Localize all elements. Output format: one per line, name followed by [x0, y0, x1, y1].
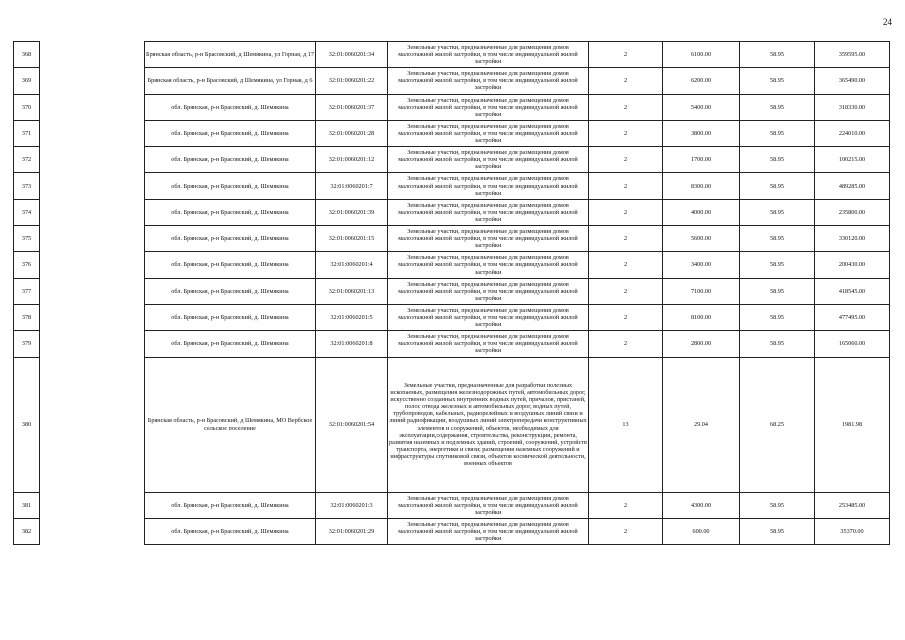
- group-cell: 2: [589, 518, 663, 544]
- cadastral-number-cell: 32:01:0060201:5: [316, 304, 388, 330]
- gap-cell: [40, 68, 145, 94]
- area-cell: 600.00: [663, 518, 740, 544]
- address-cell: обл. Брянская, р-н Брасовский, д. Шемякина: [145, 252, 316, 278]
- cadastral-value-cell: 165060.00: [815, 331, 890, 357]
- address-cell: обл. Брянская, р-н Брасовский, д. Шемякина: [145, 518, 316, 544]
- rate-cell: 58.95: [740, 173, 815, 199]
- area-cell: 6200.00: [663, 68, 740, 94]
- cadastral-number-cell: 32:01:0060201:28: [316, 120, 388, 146]
- row-number: 379: [14, 331, 40, 357]
- land-use-cell: Земельные участки, предназначенные для размещения домов малоэтажной жилой застройки, в том числе индивидуальной жилой застройки: [388, 492, 589, 518]
- land-use-cell: Земельные участки, предназначенные для размещения домов малоэтажной жилой застройки, в том числе индивидуальной жилой застройки: [388, 68, 589, 94]
- row-number: 369: [14, 68, 40, 94]
- area-cell: 29.04: [663, 357, 740, 492]
- cadastral-number-cell: 32:01:0060201:15: [316, 226, 388, 252]
- rate-cell: 58.95: [740, 278, 815, 304]
- table-row: [14, 492, 890, 518]
- land-plots-table: [13, 41, 890, 545]
- cadastral-number-cell: 32:01:0060201:37: [316, 94, 388, 120]
- address-cell: обл. Брянская, р-н Брасовский, д. Шемякина: [145, 226, 316, 252]
- group-cell: 2: [589, 173, 663, 199]
- cadastral-number-cell: 32:01:0060201:12: [316, 147, 388, 173]
- address-cell: обл. Брянская, р-н Брасовский, д. Шемякина: [145, 94, 316, 120]
- gap-cell: [40, 120, 145, 146]
- address-cell: обл. Брянская, р-н Брасовский, д. Шемякина: [145, 492, 316, 518]
- row-number: 381: [14, 492, 40, 518]
- area-cell: 6100.00: [663, 42, 740, 68]
- land-use-cell: Земельные участки, предназначенные для размещения домов малоэтажной жилой застройки, в том числе индивидуальной жилой застройки: [388, 94, 589, 120]
- address-cell: обл. Брянская, р-н Брасовский, д. Шемякина: [145, 278, 316, 304]
- table-body: [14, 42, 890, 545]
- gap-cell: [40, 94, 145, 120]
- address-cell: обл. Брянская, р-н Брасовский, д. Шемякина: [145, 147, 316, 173]
- area-cell: 7100.00: [663, 278, 740, 304]
- land-use-cell: Земельные участки, предназначенные для размещения домов малоэтажной жилой застройки, в том числе индивидуальной жилой застройки: [388, 278, 589, 304]
- area-cell: 8100.00: [663, 304, 740, 330]
- rate-cell: 58.95: [740, 68, 815, 94]
- area-cell: 3800.00: [663, 120, 740, 146]
- rate-cell: 58.95: [740, 226, 815, 252]
- row-number: 371: [14, 120, 40, 146]
- group-cell: 2: [589, 199, 663, 225]
- address-cell: обл. Брянская, р-н Брасовский, д. Шемякина: [145, 173, 316, 199]
- cadastral-value-cell: 418545.00: [815, 278, 890, 304]
- row-number: 368: [14, 42, 40, 68]
- rate-cell: 68.25: [740, 357, 815, 492]
- table-row: [14, 68, 890, 94]
- cadastral-number-cell: 32:01:0060201:54: [316, 357, 388, 492]
- table-row: [14, 518, 890, 544]
- gap-cell: [40, 147, 145, 173]
- land-use-cell: Земельные участки, предназначенные для разработки полезных ископаемых, размещения железнодорожных путей, автомобильных дорог, искусственно созданных внутренних водных путей, причалов, пристаней, полос отвода железных и автомобильных дорог, водных путей, трубопроводов, кабельных, радиорелейных и воздушных линий связи и линий радиофикации, воздушных линий электропередачи конструктивных элементов и сооружений, объектов, необходимых для эксплуатации,содержания, строительства, реконструкции, ремонта, развития наземных и подземных зданий, строений, сооружений, устройств транспорта, энергетики и связи; размещения наземных сооружений и инфраструктуры спутниковой связи, объектов космической деятельности, военных объектов: [388, 357, 589, 492]
- area-cell: 1700.00: [663, 147, 740, 173]
- area-cell: 8300.00: [663, 173, 740, 199]
- address-cell: Брянская область, р-н Брасовский, д Шемякина, МО Вербское сельское поселение: [145, 357, 316, 492]
- cadastral-number-cell: 32:01:0060201:34: [316, 42, 388, 68]
- page-number: 24: [883, 17, 892, 27]
- group-cell: 2: [589, 42, 663, 68]
- land-use-cell: Земельные участки, предназначенные для размещения домов малоэтажной жилой застройки, в том числе индивидуальной жилой застройки: [388, 147, 589, 173]
- cadastral-value-cell: 1981.98: [815, 357, 890, 492]
- cadastral-value-cell: 253485.00: [815, 492, 890, 518]
- row-number: 376: [14, 252, 40, 278]
- gap-cell: [40, 492, 145, 518]
- land-use-cell: Земельные участки, предназначенные для размещения домов малоэтажной жилой застройки, в том числе индивидуальной жилой застройки: [388, 331, 589, 357]
- gap-cell: [40, 331, 145, 357]
- cadastral-value-cell: 35370.00: [815, 518, 890, 544]
- group-cell: 2: [589, 68, 663, 94]
- address-cell: Брянская область, р-н Брасовский, д Шемякина, ул Горная, д 17: [145, 42, 316, 68]
- table-row: [14, 94, 890, 120]
- table-row: [14, 120, 890, 146]
- address-cell: обл. Брянская, р-н Брасовский, д. Шемякина: [145, 304, 316, 330]
- cadastral-number-cell: 32:01:0060201:8: [316, 331, 388, 357]
- address-cell: Брянская область, р-н Брасовский, д Шемякина, ул Горная, д 6: [145, 68, 316, 94]
- cadastral-number-cell: 32:01:0060201:4: [316, 252, 388, 278]
- table-row: [14, 42, 890, 68]
- rate-cell: 58.95: [740, 120, 815, 146]
- cadastral-value-cell: 359595.00: [815, 42, 890, 68]
- rate-cell: 58.95: [740, 304, 815, 330]
- rate-cell: 58.95: [740, 331, 815, 357]
- cadastral-value-cell: 477495.00: [815, 304, 890, 330]
- land-use-cell: Земельные участки, предназначенные для размещения домов малоэтажной жилой застройки, в том числе индивидуальной жилой застройки: [388, 120, 589, 146]
- group-cell: 2: [589, 147, 663, 173]
- row-number: 370: [14, 94, 40, 120]
- table-row: [14, 226, 890, 252]
- gap-cell: [40, 252, 145, 278]
- gap-cell: [40, 304, 145, 330]
- row-number: 382: [14, 518, 40, 544]
- cadastral-number-cell: 32:01:0060201:7: [316, 173, 388, 199]
- area-cell: 4300.00: [663, 492, 740, 518]
- area-cell: 3400.00: [663, 252, 740, 278]
- cadastral-value-cell: 100215.00: [815, 147, 890, 173]
- address-cell: обл. Брянская, р-н Брасовский, д. Шемякина: [145, 331, 316, 357]
- row-number: 377: [14, 278, 40, 304]
- group-cell: 2: [589, 226, 663, 252]
- land-use-cell: Земельные участки, предназначенные для размещения домов малоэтажной жилой застройки, в том числе индивидуальной жилой застройки: [388, 518, 589, 544]
- address-cell: обл. Брянская, р-н Брасовский, д. Шемякина: [145, 120, 316, 146]
- gap-cell: [40, 278, 145, 304]
- group-cell: 2: [589, 94, 663, 120]
- gap-cell: [40, 518, 145, 544]
- cadastral-value-cell: 489285.00: [815, 173, 890, 199]
- area-cell: 5400.00: [663, 94, 740, 120]
- rate-cell: 58.95: [740, 518, 815, 544]
- rate-cell: 58.95: [740, 492, 815, 518]
- cadastral-number-cell: 32:01:0060201:22: [316, 68, 388, 94]
- group-cell: 2: [589, 304, 663, 330]
- gap-cell: [40, 199, 145, 225]
- gap-cell: [40, 173, 145, 199]
- land-use-cell: Земельные участки, предназначенные для размещения домов малоэтажной жилой застройки, в том числе индивидуальной жилой застройки: [388, 42, 589, 68]
- land-use-cell: Земельные участки, предназначенные для размещения домов малоэтажной жилой застройки, в том числе индивидуальной жилой застройки: [388, 226, 589, 252]
- cadastral-value-cell: 330120.00: [815, 226, 890, 252]
- gap-cell: [40, 42, 145, 68]
- land-use-cell: Земельные участки, предназначенные для размещения домов малоэтажной жилой застройки, в том числе индивидуальной жилой застройки: [388, 252, 589, 278]
- cadastral-value-cell: 365490.00: [815, 68, 890, 94]
- land-use-cell: Земельные участки, предназначенные для размещения домов малоэтажной жилой застройки, в том числе индивидуальной жилой застройки: [388, 199, 589, 225]
- group-cell: 2: [589, 120, 663, 146]
- rate-cell: 58.95: [740, 94, 815, 120]
- group-cell: 2: [589, 492, 663, 518]
- address-cell: обл. Брянская, р-н Брасовский, д. Шемякина: [145, 199, 316, 225]
- table-row: [14, 173, 890, 199]
- row-number: 378: [14, 304, 40, 330]
- table-row: [14, 331, 890, 357]
- land-use-cell: Земельные участки, предназначенные для размещения домов малоэтажной жилой застройки, в том числе индивидуальной жилой застройки: [388, 304, 589, 330]
- area-cell: 5600.00: [663, 226, 740, 252]
- group-cell: 2: [589, 331, 663, 357]
- row-number: 373: [14, 173, 40, 199]
- table-row: [14, 147, 890, 173]
- rate-cell: 58.95: [740, 252, 815, 278]
- cadastral-value-cell: 200430.00: [815, 252, 890, 278]
- rate-cell: 58.95: [740, 199, 815, 225]
- row-number: 374: [14, 199, 40, 225]
- cadastral-value-cell: 235800.00: [815, 199, 890, 225]
- area-cell: 2800.00: [663, 331, 740, 357]
- gap-cell: [40, 226, 145, 252]
- table-row: [14, 278, 890, 304]
- group-cell: 2: [589, 278, 663, 304]
- row-number: 380: [14, 357, 40, 492]
- table-row: [14, 252, 890, 278]
- cadastral-number-cell: 32:01:0060201:3: [316, 492, 388, 518]
- area-cell: 4000.00: [663, 199, 740, 225]
- land-use-cell: Земельные участки, предназначенные для размещения домов малоэтажной жилой застройки, в том числе индивидуальной жилой застройки: [388, 173, 589, 199]
- cadastral-number-cell: 32:01:0060201:13: [316, 278, 388, 304]
- group-cell: 13: [589, 357, 663, 492]
- gap-cell: [40, 357, 145, 492]
- rate-cell: 58.95: [740, 147, 815, 173]
- cadastral-value-cell: 224010.00: [815, 120, 890, 146]
- cadastral-number-cell: 32:01:0060201:39: [316, 199, 388, 225]
- table-row: [14, 304, 890, 330]
- row-number: 372: [14, 147, 40, 173]
- table-row: [14, 199, 890, 225]
- table-row: [14, 357, 890, 492]
- rate-cell: 58.95: [740, 42, 815, 68]
- group-cell: 2: [589, 252, 663, 278]
- cadastral-number-cell: 32:01:0060201:29: [316, 518, 388, 544]
- cadastral-value-cell: 318330.00: [815, 94, 890, 120]
- row-number: 375: [14, 226, 40, 252]
